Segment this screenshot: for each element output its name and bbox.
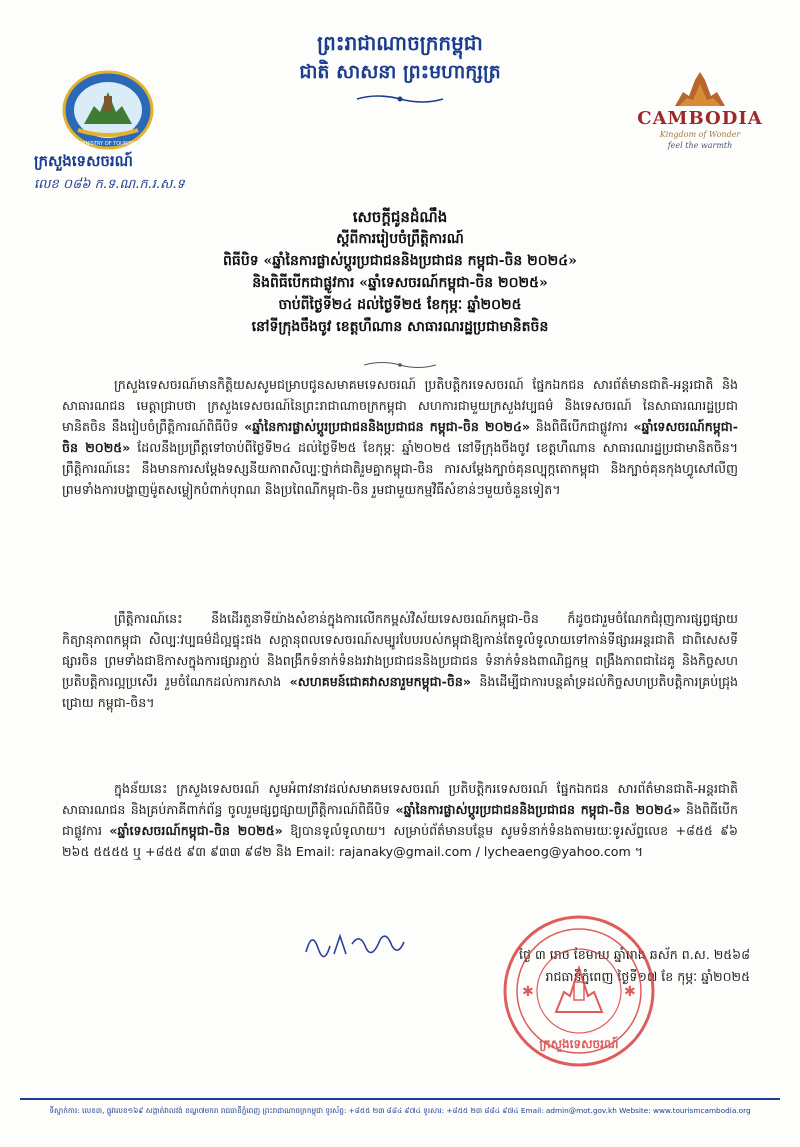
svg-text:MINISTRY OF TOURISM: MINISTRY OF TOURISM (79, 141, 137, 147)
footer-contact: ទីស្នាក់ការ: លេខ៣, ផ្លូវលេខ១៦៩ សង្កាត់វាលវង់ ខណ្ឌ៧មករា រាជធានីភ្នំពេញ ព្រះរាជាណាចក្រកម្ពុជា ទូរស័ព្ទ: +៨៥៥ ២៣ ៨៨៤ ៩៧៤ ទូរសារ: +៨៥៥ ២៣ ៨៨៤ ៩៧៤ Email: admin@mot.gov.kh Website: www.tourismcambodia.org (49, 1106, 751, 1115)
p3-event-name-2: «ឆ្នាំទេសចរណ៍កម្ពុជា-ចិន ២០២៥» (109, 823, 283, 838)
cambodia-tagline: Kingdom of Wonder (659, 130, 741, 139)
title-line-2: ស្តីពីការរៀបចំព្រឹត្តិការណ៍ (336, 231, 464, 247)
title-line-6: នៅទីក្រុងចឹងចូវ ខេត្តហឺណាន សាធារណរដ្ឋប្រជាមានិតចិន (251, 319, 549, 335)
reference-number: លេខ ០៨៦ ក.ទ.ណ.ក.រ.ស.ទ (34, 177, 185, 192)
p3-text: ក្នុងន័យនេះ ក្រសួងទេសចរណ៍ សូមអំពាវនាវដល់សមាគមទេសចរណ៍ ប្រតិបត្តិករទេសចរណ៍ ផ្នែកឯកជន សារព័ត៌មានជាតិ-អន្តរជាតិ សាធារណជន និងគ្រប់ភាគីពាក់ព័ន្ធ ចូលរួមផ្សព្វផ្សាយព្រឹត្តិការណ៍ពិធីបិទ (62, 781, 738, 817)
p1-text-3: ដែលនឹងប្រព្រឹត្តទៅចាប់ពីថ្ងៃទី២៤ ដល់ថ្ងៃទី២៥ ខែកុម្ភៈ ឆ្នាំ២០២៥ នៅទីក្រុងចឹងចូវ ខេត្តហឺណាន សាធារណរដ្ឋប្រជាមានិតចិន។ ព្រឹត្តិការណ៍នេះ នឹងមានការសម្តែងទស្សនីយភាពសិល្បៈថ្នាក់ជាតិរួមគ្នាកម្ពុជា-ចិន ការសម្តែងក្បាច់គុនល្បុក្កតោកម្ពុជា និងក្បាច់គុនកុងហ្វូសៅលីញ ព្រមទាំងការបង្ហាញម៉ូតសម្លៀកបំពាក់បុរាណ និងប្រពៃណីកម្ពុជា-ចិន រួមជាមួយកម្មវិធីសំខាន់ៗមួយចំនួនទៀត។ (62, 440, 738, 497)
p3-contact-text: ឱ្យបានទូលំទូលាយ។ សម្រាប់ព័ត៌មានបន្ថែម សូមទំនាក់ទំនងតាមរយៈទូរស័ព្ទលេខ +៨៥៥ ៩៦ ២៦៥ ៥៥៥៥ ឬ +៨៥៥ ៩៣ ៩៣៣ ៩៨២ និង Email: rajanaky@gmail.com / lycheaeng@yahoo.com ។ (62, 823, 738, 859)
cambodia-brand-logo (625, 70, 775, 158)
p2-text: ព្រឹត្តិការណ៍នេះ នឹងដើរតួនាទីយ៉ាងសំខាន់ក្នុងការលើកកម្ពស់វិស័យទេសចរណ៍កម្ពុជា-ចិន ក៏ដូចជារួមចំណែកជំរុញការផ្សព្វផ្សាយកិត្យានុភាពកម្ពុជា សិល្បៈវប្បធម៌ដ៏ល្អផ្ទុះផង សក្តានុពលទេសចរណ៍សម្បូរបែបរបស់កម្ពុជាឱ្យកាន់តែទូលំទូលាយទៅកាន់ទីផ្សារអន្តរជាតិ ជាពិសេសទីផ្សារចិន ព្រមទាំងជាឱកាសក្នុងការផ្សារភ្ជាប់ និងពង្រឹកទំនាក់ទំនងរវាងប្រជាជននិងប្រជាជន ទំនាក់ទំនងពាណិជ្ជកម្ម ពង្រឹងភាពជាដៃគូ និងកិច្ចសហប្រតិបត្តិការល្អប្រសើរ រួមចំណែកដល់ការកសាង (62, 611, 738, 689)
cambodia-wordmark: CAMBODIA (637, 108, 763, 129)
p1-text-2: និងពិធីបើកជាផ្លូវការ (535, 419, 628, 434)
p3-event-name: «ឆ្នាំនៃការផ្លាស់ប្តូរប្រជាជននិងប្រជាជន កម្ពុជា-ចិន ២០២៤» (395, 802, 681, 817)
ornament-divider-icon (362, 360, 438, 370)
title-line-3: ពិធីបិទ «ឆ្នាំនៃការផ្លាស់ប្តូរប្រជាជននិងប្រជាជន កម្ពុជា-ចិន ២០២៤» (223, 253, 577, 269)
p1-event-name-2: «ឆ្នាំទេសចរណ៍កម្ពុជា-ចិន ២០២៥» (62, 419, 738, 455)
title-line-4: និងពិធីបើកជាផ្លូវការ «ឆ្នាំទេសចរណ៍កម្ពុជា-ចិន ២០២៥» (252, 275, 548, 291)
tassel-divider-icon (353, 92, 447, 106)
solar-date: រាជធានីភ្នំពេញ ថ្ងៃទី១៧ ខែ កុម្ភៈ ឆ្នាំ២០២៥ (545, 969, 750, 984)
lunar-date: ថ្ងៃ ៣ រោច ខែមាឃ ឆ្នាំរោង ឆស័ក ព.ស. ២៥៦៨ (519, 947, 750, 962)
footer-divider (20, 1098, 780, 1100)
temple-silhouette-icon (673, 70, 727, 108)
body-paragraph-3 (62, 778, 738, 862)
p3-text-2: និងពិធីបើកជាផ្លូវការ (62, 802, 738, 838)
p2-text-2: និងដើម្បីជាការបន្តគាំទ្រដល់កិច្ចសហប្រតិបត្តិការគ្រប់ជ្រុងជ្រោយ កម្ពុជា-ចិន។ (62, 674, 738, 710)
kingdom-line-1: ព្រះរាជាណាចក្រកម្ពុជា (317, 31, 483, 55)
title-line-1: សេចក្តីជូនដំណឹង (352, 208, 448, 226)
p1-text: ក្រសួងទេសចរណ៍មានកិត្តិយសសូមជម្រាបជូនសមាគមទេសចរណ៍ ប្រតិបត្តិករទេសចរណ៍ ផ្នែកឯកជន សារព័ត៌មានជាតិ-អន្តរជាតិ និងសាធារណជន មេត្តាជ្រាបថា ក្រសួងទេសចរណ៍នៃព្រះរាជាណាចក្រកម្ពុជា សហការជាមួយក្រសួងវប្បធម៌ និងទេសចរណ៍ នៃសាធារណរដ្ឋប្រជាមានិតចិន នឹងរៀបចំព្រឹត្តិការណ៍ពិធីបិទ (62, 377, 738, 434)
ministry-name: ក្រសួងទេសចរណ៍ (34, 152, 133, 170)
seal-text: ក្រសួងទេសចរណ៍ (539, 1037, 619, 1051)
p2-community-name: «សហគមន៍ជោគវាសនារួមកម្ពុជា-ចិន» (289, 674, 471, 689)
official-seal-stamp (500, 912, 658, 1070)
svg-text:✱: ✱ (522, 984, 534, 1000)
body-paragraph-1 (62, 374, 738, 500)
body-paragraph-2 (62, 608, 738, 713)
cambodia-tagline-2: feel the warmth (667, 141, 733, 150)
kingdom-line-2: ជាតិ សាសនា ព្រះមហាក្សត្រ (299, 61, 501, 83)
ministry-of-tourism-logo (60, 70, 156, 150)
announcement-title (0, 206, 800, 338)
p1-event-name: «ឆ្នាំនៃការផ្លាស់ប្តូរប្រជាជននិងប្រជាជន កម្ពុជា-ចិន ២០២៤» (244, 419, 530, 434)
title-line-5: ចាប់ពីថ្ងៃទី២៤ ដល់ថ្ងៃទី២៥ ខែកុម្ភៈ ឆ្នាំ២០២៥ (278, 297, 522, 313)
svg-text:✱: ✱ (624, 984, 636, 1000)
